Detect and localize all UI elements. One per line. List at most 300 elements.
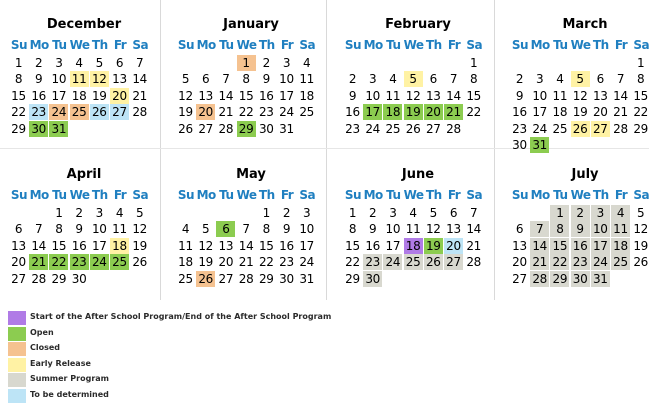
divider <box>326 0 327 300</box>
day-cell: 11 <box>70 71 89 87</box>
day-cell: 10 <box>532 88 548 103</box>
weekday-label: Su <box>344 188 362 202</box>
weekday-header <box>510 188 649 204</box>
day-cell: 14 <box>530 238 549 254</box>
weekday-label: We <box>236 38 257 52</box>
weekday-label: Sa <box>466 188 483 202</box>
day-cell: 15 <box>258 238 274 253</box>
month-title: December <box>46 17 122 32</box>
legend-label: Closed <box>30 343 61 353</box>
day-cell: 4 <box>611 205 630 221</box>
day-cell: 18 <box>404 238 423 254</box>
day-cell: 19 <box>198 255 214 270</box>
weekday-label: Mo <box>29 188 49 202</box>
day-cell: 24 <box>365 121 381 136</box>
day-cell: 24 <box>532 121 548 136</box>
day-cell: 13 <box>198 88 214 103</box>
day-cell: 7 <box>35 222 43 237</box>
day-cell: 23 <box>363 254 382 270</box>
day-cell: 26 <box>90 104 109 120</box>
day-cell: 16 <box>31 88 47 103</box>
month-title: May <box>236 167 266 182</box>
day-cell: 25 <box>299 105 315 120</box>
day-cell: 14 <box>613 88 628 103</box>
day-cell: 29 <box>11 121 26 136</box>
weekday-label: Tu <box>52 188 67 202</box>
day-cell: 20 <box>110 88 129 104</box>
day-cell: 2 <box>348 72 357 87</box>
day-cell: 31 <box>530 137 549 153</box>
day-cell: 12 <box>90 71 109 87</box>
day-cell: 2 <box>369 206 377 220</box>
day-cell: 16 <box>365 238 381 253</box>
legend-swatch <box>8 373 26 387</box>
day-cell: 9 <box>348 88 357 103</box>
day-cell: 20 <box>196 104 215 120</box>
day-cell: 30 <box>71 271 87 286</box>
day-cell: 5 <box>404 71 423 87</box>
day-cell: 14 <box>31 238 47 253</box>
weekday-label: We <box>403 38 424 52</box>
weekday-label: Sa <box>633 188 649 202</box>
day-cell: 28 <box>31 271 47 286</box>
day-cell: 28 <box>530 271 549 287</box>
day-cell: 16 <box>71 238 87 253</box>
day-cell: 24 <box>279 105 294 120</box>
weekday-label: Th <box>425 38 442 52</box>
day-cell: 17 <box>591 238 610 254</box>
day-cell: 17 <box>385 238 401 253</box>
weekday-label: Th <box>91 38 108 52</box>
day-cell: 11 <box>112 222 127 237</box>
day-cell: 19 <box>91 88 107 103</box>
weekday-header <box>176 188 326 204</box>
day-cell: 25 <box>404 254 423 270</box>
weekday-label: Tu <box>386 38 401 52</box>
weekday-label: We <box>570 188 591 202</box>
day-cell: 18 <box>611 238 630 254</box>
month-title: March <box>562 17 608 32</box>
weekday-label: Fr <box>614 38 628 52</box>
weekday-label: We <box>570 38 591 52</box>
day-cell: 3 <box>536 72 544 87</box>
month-title: April <box>66 167 102 182</box>
weekday-label: Fr <box>447 188 461 202</box>
day-cell: 3 <box>303 206 311 220</box>
day-cell: 22 <box>238 105 254 120</box>
day-cell: 15 <box>51 238 67 253</box>
weekday-label: Sa <box>466 38 483 52</box>
day-cell: 26 <box>196 271 215 287</box>
day-cell: 25 <box>70 104 89 120</box>
day-cell: 20 <box>592 105 608 120</box>
divider <box>160 0 161 300</box>
day-cell: 31 <box>49 121 68 137</box>
day-cell: 4 <box>115 206 124 220</box>
day-cell: 2 <box>75 206 83 220</box>
day-cell: 5 <box>637 206 645 220</box>
legend-label: Start of the After School Program/End of the After School Program <box>30 312 332 321</box>
day-cell: 8 <box>262 222 270 237</box>
day-cell: 18 <box>71 88 87 103</box>
day-cell: 10 <box>385 222 401 237</box>
day-cell: 6 <box>202 72 210 87</box>
day-cell: 29 <box>550 271 569 287</box>
day-cell: 24 <box>591 254 610 270</box>
legend-swatch <box>8 327 26 341</box>
day-cell: 28 <box>613 121 628 136</box>
day-cell: 10 <box>279 72 294 87</box>
day-cell: 21 <box>466 238 482 253</box>
weekday-label: Tu <box>219 188 234 202</box>
day-cell: 1 <box>470 56 478 70</box>
day-cell: 9 <box>35 72 43 87</box>
day-cell: 23 <box>571 254 590 270</box>
day-cell: 31 <box>591 271 610 287</box>
weekday-label: We <box>403 188 424 202</box>
weekday-label: Mo <box>363 38 383 52</box>
weekday-label: Su <box>511 38 529 52</box>
weekday-label: We <box>236 188 257 202</box>
day-cell: 7 <box>242 222 250 237</box>
day-cell: 6 <box>449 206 458 220</box>
day-cell: 23 <box>258 105 274 120</box>
weekday-label: Th <box>91 188 108 202</box>
weekday-header <box>510 38 649 54</box>
day-cell: 15 <box>633 88 649 103</box>
weekday-label: We <box>69 188 90 202</box>
day-cell: 30 <box>29 121 48 137</box>
day-cell: 10 <box>91 222 107 237</box>
month-title: June <box>401 167 435 182</box>
day-cell: 11 <box>405 222 421 237</box>
legend-label: To be determined <box>30 390 109 399</box>
day-cell: 22 <box>11 105 26 120</box>
day-cell: 29 <box>51 271 67 286</box>
weekday-label: Sa <box>299 188 316 202</box>
day-cell: 25 <box>385 121 401 136</box>
day-cell: 13 <box>218 238 234 253</box>
month-title: February <box>385 17 451 32</box>
day-cell: 25 <box>611 254 630 270</box>
weekday-label: Su <box>344 38 362 52</box>
day-cell: 29 <box>345 271 360 286</box>
day-cell: 13 <box>446 222 461 237</box>
day-cell: 17 <box>532 105 548 120</box>
weekday-header <box>343 38 493 54</box>
day-cell: 19 <box>572 105 588 120</box>
day-cell: 18 <box>178 255 193 270</box>
weekday-label: Th <box>258 188 275 202</box>
day-cell: 26 <box>633 255 649 270</box>
weekday-label: Mo <box>196 38 216 52</box>
day-cell: 13 <box>512 238 527 253</box>
legend-swatch <box>8 389 26 403</box>
day-cell: 26 <box>178 121 193 136</box>
day-cell: 30 <box>512 138 527 152</box>
day-cell: 9 <box>262 72 270 87</box>
day-cell: 2 <box>35 56 43 70</box>
day-cell: 21 <box>613 105 628 120</box>
day-cell: 13 <box>592 88 608 103</box>
weekday-label: Mo <box>530 188 550 202</box>
day-cell: 18 <box>110 238 129 254</box>
day-cell: 16 <box>571 238 590 254</box>
day-cell: 27 <box>218 271 234 286</box>
day-cell: 16 <box>345 105 360 120</box>
day-cell: 8 <box>637 72 645 87</box>
weekday-label: Tu <box>52 38 67 52</box>
day-cell: 1 <box>14 56 23 70</box>
day-cell: 17 <box>51 88 67 103</box>
day-cell: 7 <box>530 221 549 237</box>
weekday-label: Sa <box>132 38 149 52</box>
day-cell: 9 <box>369 222 377 237</box>
day-cell: 15 <box>345 238 360 253</box>
day-cell: 17 <box>279 88 294 103</box>
day-cell: 12 <box>132 222 148 237</box>
weekday-label: Mo <box>530 38 550 52</box>
weekday-label: Su <box>177 188 195 202</box>
day-cell: 14 <box>238 238 254 253</box>
day-cell: 16 <box>512 105 527 120</box>
day-cell: 4 <box>409 206 417 220</box>
month-title: July <box>571 167 599 182</box>
day-cell: 12 <box>572 88 588 103</box>
weekday-label: Mo <box>29 38 49 52</box>
day-cell: 20 <box>11 255 26 270</box>
day-cell: 28 <box>218 121 234 136</box>
day-cell: 21 <box>238 255 254 270</box>
weekday-label: Fr <box>280 188 294 202</box>
day-cell: 21 <box>444 104 463 120</box>
weekday-header <box>343 188 493 204</box>
day-cell: 22 <box>550 254 569 270</box>
day-cell: 1 <box>262 206 270 220</box>
day-cell: 3 <box>389 206 397 220</box>
weekday-header <box>176 38 326 54</box>
weekday-label: Tu <box>553 38 568 52</box>
day-cell: 27 <box>198 121 214 136</box>
day-cell: 3 <box>282 56 291 70</box>
day-cell: 21 <box>530 254 549 270</box>
day-cell: 12 <box>633 222 649 237</box>
day-cell: 1 <box>348 206 357 220</box>
day-cell: 31 <box>299 271 315 286</box>
legend-swatch <box>8 342 26 356</box>
day-cell: 25 <box>178 271 193 286</box>
day-cell: 15 <box>550 238 569 254</box>
day-cell: 17 <box>299 238 315 253</box>
weekday-label: Fr <box>280 38 294 52</box>
weekday-label: Fr <box>113 38 127 52</box>
day-cell: 22 <box>466 105 482 120</box>
day-cell: 27 <box>425 121 441 136</box>
day-cell: 12 <box>178 88 193 103</box>
weekday-label: Fr <box>113 188 127 202</box>
day-cell: 7 <box>470 206 478 220</box>
day-cell: 9 <box>515 88 524 103</box>
day-cell: 7 <box>136 56 144 70</box>
weekday-label: Su <box>10 38 28 52</box>
day-cell: 29 <box>258 271 274 286</box>
day-cell: 19 <box>424 238 443 254</box>
day-cell: 7 <box>222 72 230 87</box>
day-cell: 14 <box>132 72 148 87</box>
legend-label: Open <box>30 327 54 337</box>
weekday-header <box>9 188 159 204</box>
day-cell: 10 <box>365 88 381 103</box>
day-cell: 27 <box>110 104 129 120</box>
day-cell: 5 <box>95 56 103 70</box>
day-cell: 26 <box>132 255 148 270</box>
day-cell: 2 <box>262 56 270 70</box>
weekday-label: Th <box>425 188 442 202</box>
day-cell: 23 <box>345 121 360 136</box>
day-cell: 14 <box>466 222 482 237</box>
weekday-label: Tu <box>386 188 401 202</box>
day-cell: 22 <box>633 105 649 120</box>
day-cell: 11 <box>611 221 630 237</box>
day-cell: 8 <box>550 221 569 237</box>
day-cell: 9 <box>282 222 291 237</box>
day-cell: 20 <box>424 104 443 120</box>
weekday-label: We <box>69 38 90 52</box>
day-cell: 22 <box>49 254 68 270</box>
day-cell: 3 <box>95 206 103 220</box>
day-cell: 10 <box>51 72 67 87</box>
day-cell: 27 <box>591 121 610 137</box>
day-cell: 19 <box>178 105 193 120</box>
weekday-header <box>9 38 159 54</box>
day-cell: 26 <box>424 254 443 270</box>
day-cell: 29 <box>633 121 649 136</box>
day-cell: 12 <box>425 222 441 237</box>
day-cell: 21 <box>29 254 48 270</box>
day-cell: 4 <box>303 56 311 70</box>
divider <box>494 0 495 300</box>
day-cell: 26 <box>571 121 590 137</box>
legend-label: Summer Program <box>30 374 109 384</box>
day-cell: 13 <box>11 238 26 253</box>
day-cell: 14 <box>218 88 234 103</box>
day-cell: 1 <box>55 206 63 220</box>
day-cell: 8 <box>470 72 478 87</box>
day-cell: 28 <box>466 255 482 270</box>
day-cell: 12 <box>405 88 421 103</box>
day-cell: 10 <box>591 221 610 237</box>
day-cell: 30 <box>571 271 590 287</box>
day-cell: 19 <box>404 104 423 120</box>
weekday-label: Fr <box>447 38 461 52</box>
day-cell: 24 <box>299 255 315 270</box>
day-cell: 16 <box>279 238 294 253</box>
day-cell: 24 <box>49 104 68 120</box>
day-cell: 11 <box>552 88 568 103</box>
day-cell: 18 <box>552 105 568 120</box>
weekday-label: Sa <box>299 38 316 52</box>
day-cell: 20 <box>218 255 234 270</box>
day-cell: 17 <box>363 104 382 120</box>
day-cell: 27 <box>444 254 463 270</box>
day-cell: 19 <box>132 238 148 253</box>
day-cell: 4 <box>556 72 564 87</box>
weekday-label: Th <box>592 38 609 52</box>
day-cell: 6 <box>14 222 23 237</box>
day-cell: 8 <box>14 72 23 87</box>
legend-swatch <box>8 358 26 372</box>
day-cell: 25 <box>552 121 568 136</box>
day-cell: 11 <box>385 88 401 103</box>
day-cell: 24 <box>383 254 402 270</box>
day-cell: 30 <box>363 271 382 287</box>
weekday-label: Su <box>511 188 529 202</box>
month-title: January <box>223 17 279 32</box>
day-cell: 23 <box>512 121 527 136</box>
legend-swatch <box>8 311 26 325</box>
day-cell: 22 <box>345 255 360 270</box>
day-cell: 9 <box>75 222 83 237</box>
day-cell: 15 <box>238 88 254 103</box>
day-cell: 16 <box>258 88 274 103</box>
day-cell: 18 <box>299 88 315 103</box>
weekday-label: Tu <box>219 38 234 52</box>
day-cell: 10 <box>299 222 315 237</box>
day-cell: 3 <box>369 72 377 87</box>
weekday-label: Su <box>10 188 28 202</box>
weekday-label: Th <box>592 188 609 202</box>
divider <box>0 148 649 149</box>
day-cell: 28 <box>446 121 461 136</box>
day-cell: 2 <box>571 205 590 221</box>
day-cell: 3 <box>55 56 63 70</box>
day-cell: 8 <box>55 222 63 237</box>
day-cell: 8 <box>242 72 250 87</box>
day-cell: 4 <box>389 72 397 87</box>
day-cell: 30 <box>258 121 274 136</box>
day-cell: 20 <box>512 255 527 270</box>
day-cell: 6 <box>115 56 124 70</box>
day-cell: 22 <box>258 255 274 270</box>
day-cell: 5 <box>429 206 437 220</box>
day-cell: 4 <box>75 56 83 70</box>
day-cell: 6 <box>429 72 437 87</box>
day-cell: 9 <box>571 221 590 237</box>
day-cell: 5 <box>136 206 144 220</box>
day-cell: 13 <box>112 72 127 87</box>
weekday-label: Sa <box>633 38 649 52</box>
day-cell: 6 <box>515 222 524 237</box>
day-cell: 3 <box>591 205 610 221</box>
day-cell: 20 <box>444 238 463 254</box>
day-cell: 5 <box>571 71 590 87</box>
day-cell: 7 <box>616 72 625 87</box>
day-cell: 21 <box>218 105 234 120</box>
day-cell: 23 <box>29 104 48 120</box>
day-cell: 1 <box>550 205 569 221</box>
day-cell: 28 <box>238 271 254 286</box>
day-cell: 23 <box>279 255 294 270</box>
day-cell: 18 <box>383 104 402 120</box>
day-cell: 2 <box>515 72 524 87</box>
day-cell: 31 <box>279 121 294 136</box>
weekday-label: Tu <box>553 188 568 202</box>
day-cell: 8 <box>348 222 357 237</box>
day-cell: 15 <box>11 88 26 103</box>
day-cell: 19 <box>633 238 649 253</box>
day-cell: 17 <box>91 238 107 253</box>
day-cell: 1 <box>237 55 256 71</box>
